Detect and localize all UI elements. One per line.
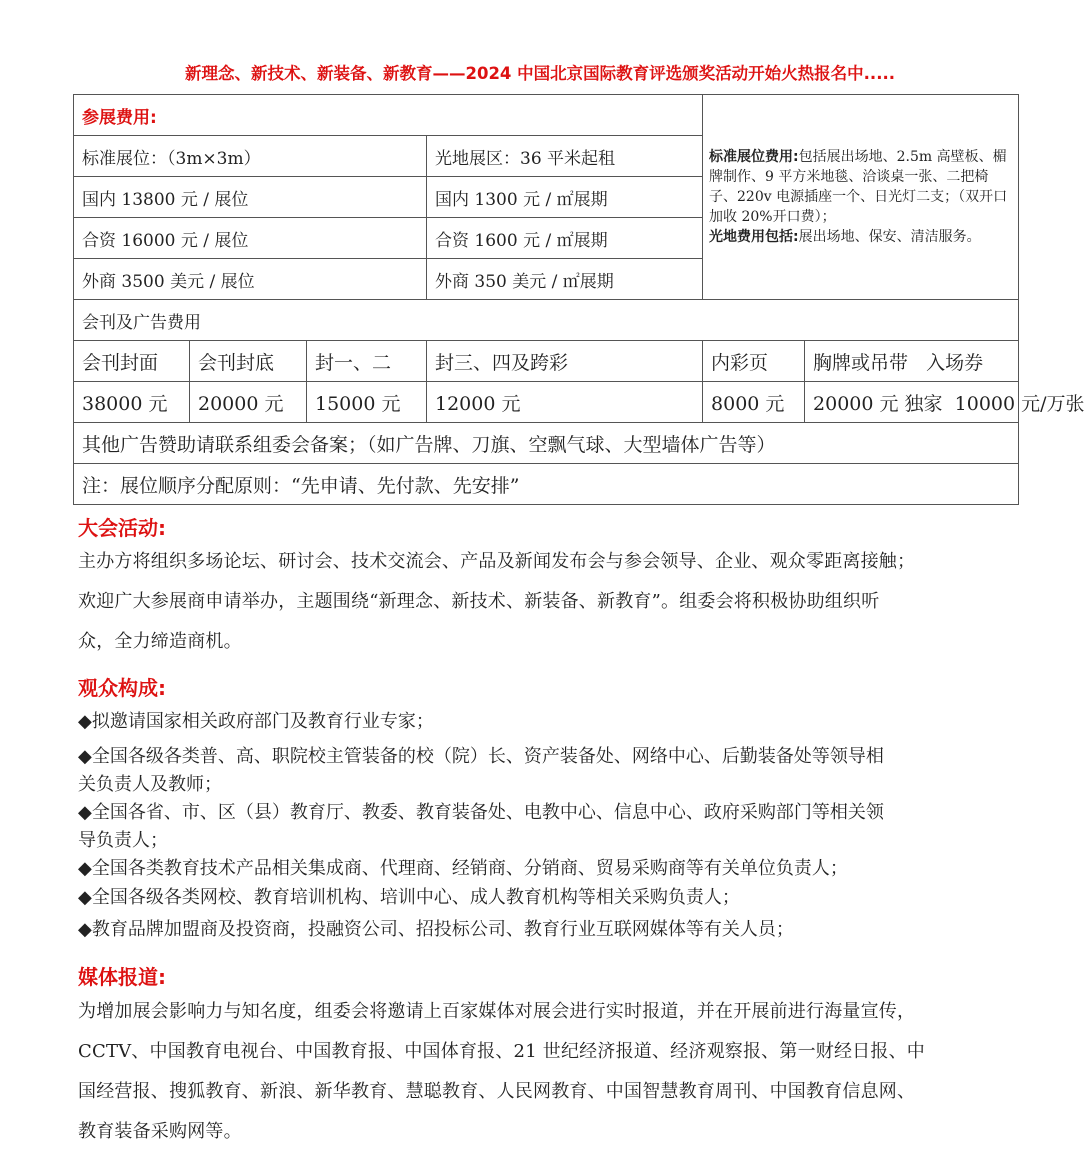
audience-item: ◆全国各级各类网校、教育培训机构、培训中心、成人教育机构等相关采购负责人； — [78, 887, 740, 908]
fee-cell: 国内 1300 元 / ㎡展期 — [427, 177, 703, 218]
activities-line: 主办方将组织多场论坛、研讨会、技术交流会、产品及新闻发布会与参会领导、企业、观众零距离接触； — [78, 551, 916, 572]
audience-item: ◆拟邀请国家相关政府部门及教育行业专家； — [78, 711, 434, 732]
activities-text — [78, 542, 1008, 662]
ads-title: 会刊及广告费用 — [74, 300, 1019, 341]
ad-price: 8000 元 — [703, 382, 805, 423]
side-text-standard: 包括展出场地、2.5m 高壁板、楣牌制作、9 平方米地毯、洽谈桌一张、二把椅子、220v 电源插座一个、日光灯二支；（双开口加收 20%开口费）； — [709, 149, 1008, 225]
side-label-standard: 标准展位费用: — [709, 149, 799, 165]
ad-price: 38000 元 — [74, 382, 190, 423]
audience-item: ◆全国各类教育技术产品相关集成商、代理商、经销商、分销商、贸易采购商等有关单位负责人； — [78, 858, 848, 879]
fee-cell: 国内 13800 元 / 展位 — [74, 177, 427, 218]
ad-header: 会刊封底 — [190, 341, 307, 382]
audience-item: ◆全国各级各类普、高、职院校主管装备的校（院）长、资产装备处、网络中心、后勤装备处等领导相 — [78, 746, 884, 767]
media-line: 国经营报、搜狐教育、新浪、新华教育、慧聪教育、人民网教育、中国智慧教育周刊、中国教育信息网、 — [78, 1081, 916, 1102]
side-label-raw: 光地费用包括: — [709, 229, 799, 245]
ad-header: 会刊封面 — [74, 341, 190, 382]
media-title: 媒体报道: — [78, 965, 166, 989]
media-line: 教育装备采购网等。 — [78, 1121, 242, 1142]
fee-cell: 外商 350 美元 / ㎡展期 — [427, 259, 703, 300]
media-line: 为增加展会影响力与知名度，组委会将邀请上百家媒体对展会进行实时报道，并在开展前进行海量宣传， — [78, 1001, 916, 1022]
fee-cell: 外商 3500 美元 / 展位 — [74, 259, 427, 300]
fee-cell: 合资 1600 元 / ㎡展期 — [427, 218, 703, 259]
audience-title: 观众构成: — [78, 676, 166, 700]
banner-headline: 新理念、新技术、新装备、新教育——2024 中国北京国际教育评选颁奖活动开始火热报名中..... — [184, 64, 895, 83]
audience-item: ◆教育品牌加盟商及投资商，投融资公司、招投标公司、教育行业互联网媒体等有关人员； — [78, 919, 794, 940]
ads-note: 注：展位顺序分配原则：“先申请、先付款、先安排” — [74, 464, 1019, 505]
ad-price: 20000 元 — [190, 382, 307, 423]
side-text-raw: 展出场地、保安、清洁服务。 — [798, 229, 981, 245]
ad-price: 15000 元 — [307, 382, 427, 423]
ad-header: 封一、二 — [307, 341, 427, 382]
ad-price: 12000 元 — [427, 382, 703, 423]
fee-cell: 合资 16000 元 / 展位 — [74, 218, 427, 259]
fees-table — [73, 94, 1085, 505]
activities-line: 众，全力缔造商机。 — [78, 631, 242, 652]
ad-header: 内彩页 — [703, 341, 805, 382]
ads-other: 其他广告赞助请联系组委会备案；（如广告牌、刀旗、空飘气球、大型墙体广告等） — [74, 423, 1019, 464]
audience-item: ◆全国各省、市、区（县）教育厅、教委、教育装备处、电教中心、信息中心、政府采购部门等相关领 — [78, 802, 884, 823]
ad-header — [805, 341, 1019, 382]
media-line: CCTV、中国教育电视台、中国教育报、中国体育报、21 世纪经济报道、经济观察报、第一财经日报、中 — [78, 1041, 925, 1062]
ad-header-badge: 胸牌或吊带 — [813, 351, 909, 374]
ad-price-ticket: 10000 元/万张 — [954, 392, 1085, 415]
fees-title: 参展费用: — [74, 95, 703, 136]
audience-item: 关负责人及教师； — [78, 774, 222, 795]
audience-item: 导负责人； — [78, 830, 168, 851]
ad-header: 封三、四及跨彩 — [427, 341, 703, 382]
fee-cell: 光地展区：36 平米起租 — [427, 136, 703, 177]
activities-line: 欢迎广大参展商申请举办，主题围绕“新理念、新技术、新装备、新教育”。组委会将积极协助组织听 — [78, 591, 880, 612]
ad-header-ticket: 入场券 — [926, 351, 984, 374]
media-text — [78, 992, 1008, 1152]
fees-side-note — [703, 95, 1019, 300]
activities-title: 大会活动: — [78, 516, 166, 540]
ad-price-badge: 20000 元 独家 — [813, 392, 943, 415]
ad-price — [805, 382, 1085, 423]
fee-cell: 标准展位：（3m×3m） — [74, 136, 427, 177]
